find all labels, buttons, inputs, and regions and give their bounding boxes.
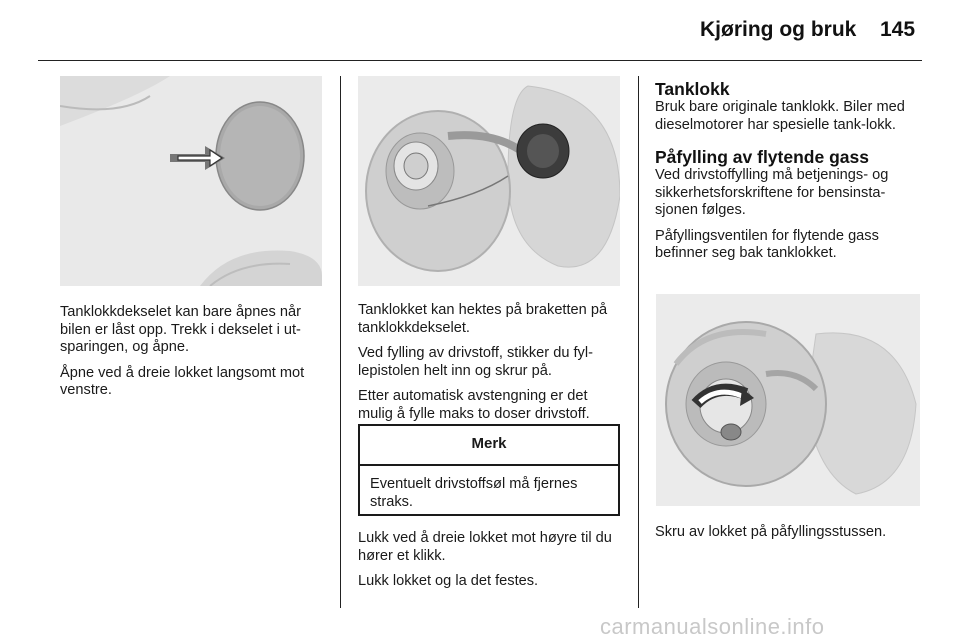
col2-paragraph: Lukk lokket og la det festes. bbox=[358, 573, 539, 589]
col3-paragraph: Ved drivstoffylling må betjenings- og sikkerhetsforskriftene for bensinsta-sjonen følges. bbox=[655, 167, 889, 218]
heading-lpg-refuel: Påfylling av flytende gass bbox=[655, 147, 869, 167]
col2-paragraph: Etter automatisk avstengning er det mulig å fylle maks to doser drivstoff. bbox=[358, 388, 590, 422]
section-title: Kjøring og bruk bbox=[700, 18, 857, 41]
column-divider-2 bbox=[638, 76, 639, 608]
col2-text-after bbox=[358, 530, 624, 599]
watermark: carmanualsonline.info bbox=[600, 614, 825, 639]
col2-paragraph: Lukk ved å dreie lokket mot høyre til du hører et klikk. bbox=[358, 530, 612, 564]
col3-caption-text: Skru av lokket på påfyllingsstussen. bbox=[655, 524, 887, 540]
note-body: Eventuelt drivstoffsøl må fjernes straks. bbox=[370, 476, 578, 510]
header-rule bbox=[38, 60, 922, 61]
col1-text bbox=[60, 304, 326, 408]
col3-paragraph: Bruk bare originale tanklokk. Biler med dieselmotorer har spesielle tank-lokk. bbox=[655, 99, 905, 133]
page-number: 145 bbox=[880, 18, 916, 41]
page-header bbox=[0, 0, 960, 62]
heading-tanklokk: Tanklokk bbox=[655, 79, 730, 99]
col1-paragraph: Tanklokkdekselet kan bare åpnes når bilen er låst opp. Trekk i dekselet i ut-sparingen, og åpne. bbox=[60, 304, 301, 355]
fuel-cap-bracket-illustration bbox=[358, 76, 620, 286]
column-divider-1 bbox=[340, 76, 341, 608]
col3-text bbox=[655, 80, 925, 271]
col2-paragraph: Ved fylling av drivstoff, stikker du fyl-lepistolen helt inn og skrur på. bbox=[358, 345, 593, 379]
col3-paragraph: Påfyllingsventilen for flytende gass befinner seg bak tanklokket. bbox=[655, 227, 879, 261]
col2-paragraph: Tanklokket kan hektes på braketten på tanklokkdekselet. bbox=[358, 302, 608, 336]
note-title: Merk bbox=[360, 426, 618, 466]
note-box bbox=[358, 424, 620, 516]
col3-caption bbox=[655, 524, 925, 550]
fuel-door-illustration bbox=[60, 76, 322, 286]
col1-paragraph: Åpne ved å dreie lokket langsomt mot venstre. bbox=[60, 364, 305, 398]
col2-text bbox=[358, 302, 624, 431]
lpg-valve-illustration bbox=[656, 294, 920, 506]
